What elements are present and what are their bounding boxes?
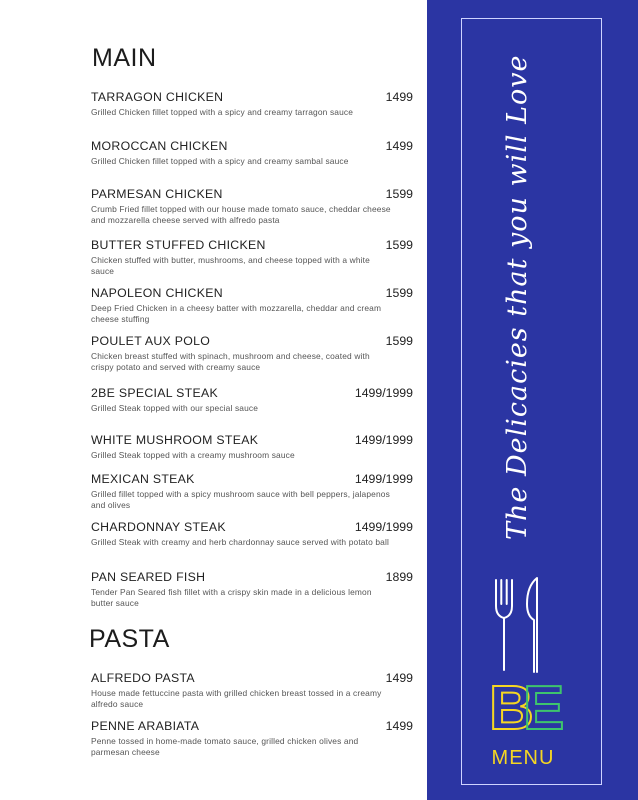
item-price: 1899 xyxy=(385,570,413,584)
section-title-pasta: PASTA xyxy=(89,625,170,653)
menu-item xyxy=(91,187,413,226)
item-price: 1499/1999 xyxy=(354,520,413,534)
menu-item xyxy=(91,334,413,373)
item-name: POULET AUX POLO xyxy=(91,334,211,348)
item-name: PAN SEARED FISH xyxy=(91,570,206,584)
item-name: ALFREDO PASTA xyxy=(91,671,195,685)
fork-icon xyxy=(493,578,515,674)
item-name: MOROCCAN CHICKEN xyxy=(91,139,228,153)
item-price: 1499 xyxy=(385,719,413,733)
logo-letter-b: B xyxy=(489,674,534,743)
menu-item xyxy=(91,472,413,511)
menu-item xyxy=(91,286,413,325)
knife-icon xyxy=(525,576,545,676)
item-name: WHITE MUSHROOM STEAK xyxy=(91,433,259,447)
item-description: Grilled Steak topped with a creamy mushroom sauce xyxy=(91,450,295,460)
item-name: PENNE ARABIATA xyxy=(91,719,200,733)
menu-item xyxy=(91,719,413,758)
logo-subtitle: MENU xyxy=(491,747,555,769)
item-name: MEXICAN STEAK xyxy=(91,472,195,486)
side-panel xyxy=(427,0,638,800)
item-price: 1599 xyxy=(385,238,413,252)
logo-letter-e: E xyxy=(523,674,565,743)
item-name: PARMESAN CHICKEN xyxy=(91,187,223,201)
menu-item xyxy=(91,139,413,167)
item-name: CHARDONNAY STEAK xyxy=(91,520,226,534)
item-description: Deep Fried Chicken in a cheesy batter with mozzarella, cheddar and cream cheese stuffing xyxy=(91,303,382,324)
item-description: Crumb Fried fillet topped with our house made tomato sauce, cheddar cheese and mozzarella cheese served with alfredo pasta xyxy=(91,204,391,225)
item-name: NAPOLEON CHICKEN xyxy=(91,286,223,300)
item-name: TARRAGON CHICKEN xyxy=(91,90,224,104)
menu-item xyxy=(91,386,413,414)
item-price: 1499/1999 xyxy=(354,386,413,400)
item-description: Tender Pan Seared fish fillet with a crispy skin made in a delicious lemon butter sauce xyxy=(91,587,372,608)
menu-item xyxy=(91,433,413,461)
item-description: Grilled Chicken fillet topped with a spicy and creamy sambal sauce xyxy=(91,156,349,166)
tagline: The Delicacies that you will Love xyxy=(502,54,533,540)
item-description: Chicken stuffed with butter, mushrooms, and cheese topped with a white sauce xyxy=(91,255,370,276)
item-description: Grilled Steak topped with our special sauce xyxy=(91,403,259,413)
item-name: BUTTER STUFFED CHICKEN xyxy=(91,238,266,252)
item-description: Grilled Chicken fillet topped with a spicy and creamy tarragon sauce xyxy=(91,107,354,117)
item-price: 1499/1999 xyxy=(354,472,413,486)
item-price: 1499 xyxy=(385,139,413,153)
item-name: 2BE SPECIAL STEAK xyxy=(91,386,218,400)
item-price: 1599 xyxy=(385,286,413,300)
be-logo xyxy=(487,674,565,743)
item-price: 1599 xyxy=(385,187,413,201)
menu-item xyxy=(91,520,413,548)
menu-item xyxy=(91,90,413,118)
section-title-main: MAIN xyxy=(92,44,157,72)
item-price: 1499 xyxy=(385,671,413,685)
item-price: 1499/1999 xyxy=(354,433,413,447)
menu-item xyxy=(91,671,413,710)
menu-item xyxy=(91,570,413,609)
item-price: 1499 xyxy=(385,90,413,104)
item-description: Chicken breast stuffed with spinach, mushroom and cheese, coated with crispy potato and served with creamy sauce xyxy=(91,351,370,372)
item-description: Grilled Steak with creamy and herb chardonnay sauce served with potato ball xyxy=(91,537,390,547)
menu-item xyxy=(91,238,413,277)
item-description: House made fettuccine pasta with grilled chicken breast tossed in a creamy alfredo sauce xyxy=(91,688,382,709)
item-description: Grilled fillet topped with a spicy mushroom sauce with bell peppers, jalapenos and olives xyxy=(91,489,390,510)
item-price: 1599 xyxy=(385,334,413,348)
item-description: Penne tossed in home-made tomato sauce, grilled chicken olives and parmesan cheese xyxy=(91,736,359,757)
